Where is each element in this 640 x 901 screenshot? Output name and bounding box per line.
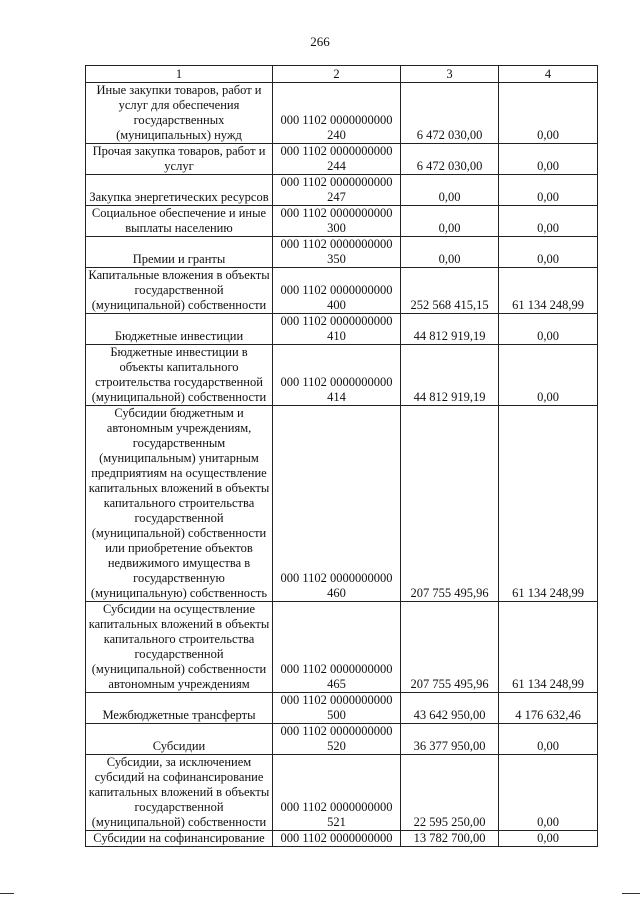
- row-value-col3: 44 812 919,19: [401, 314, 499, 345]
- row-value-col4: 0,00: [499, 755, 598, 831]
- column-header-3: 3: [401, 66, 499, 83]
- row-code: 000 1102 0000000000: [273, 831, 401, 847]
- row-name: Межбюджетные трансферты: [86, 693, 273, 724]
- row-code: 000 1102 0000000000 400: [273, 268, 401, 314]
- row-value-col3: 43 642 950,00: [401, 693, 499, 724]
- row-value-col4: 0,00: [499, 831, 598, 847]
- row-name: Иные закупки товаров, работ и услуг для обеспечения государственных (муниципальных) нужд: [86, 83, 273, 144]
- row-name: Бюджетные инвестиции в объекты капитального строительства государственной (муниципальной) собственности: [86, 345, 273, 406]
- table-row: [86, 237, 598, 268]
- row-name: Капитальные вложения в объекты государственной (муниципальной) собственности: [86, 268, 273, 314]
- column-header-1: 1: [86, 66, 273, 83]
- row-value-col4: 0,00: [499, 314, 598, 345]
- row-name: Закупка энергетических ресурсов: [86, 175, 273, 206]
- row-value-col4: 0,00: [499, 83, 598, 144]
- table-row: [86, 831, 598, 847]
- row-value-col4: 0,00: [499, 206, 598, 237]
- table-row: [86, 406, 598, 602]
- row-value-col3: 6 472 030,00: [401, 83, 499, 144]
- row-value-col4: 0,00: [499, 345, 598, 406]
- table-row: [86, 724, 598, 755]
- row-value-col3: 0,00: [401, 237, 499, 268]
- row-code: 000 1102 0000000000 350: [273, 237, 401, 268]
- row-value-col3: 0,00: [401, 175, 499, 206]
- column-header-4: 4: [499, 66, 598, 83]
- row-value-col3: 207 755 495,96: [401, 602, 499, 693]
- row-name: Субсидии, за исключением субсидий на софинансирование капитальных вложений в объекты государственной (муниципальной) собственности: [86, 755, 273, 831]
- row-code: 000 1102 0000000000 410: [273, 314, 401, 345]
- row-name: Субсидии на осуществление капитальных вложений в объекты капитального строительства государственной (муниципальной) собственности автономным учреждениям: [86, 602, 273, 693]
- row-value-col4: 61 134 248,99: [499, 602, 598, 693]
- table-row: [86, 175, 598, 206]
- table-header-row: [86, 66, 598, 83]
- row-name: Прочая закупка товаров, работ и услуг: [86, 144, 273, 175]
- row-code: 000 1102 0000000000 240: [273, 83, 401, 144]
- budget-table: [85, 65, 598, 847]
- row-code: 000 1102 0000000000 465: [273, 602, 401, 693]
- row-value-col3: 0,00: [401, 206, 499, 237]
- row-value-col4: 0,00: [499, 175, 598, 206]
- row-code: 000 1102 0000000000 244: [273, 144, 401, 175]
- row-value-col3: 252 568 415,15: [401, 268, 499, 314]
- row-code: 000 1102 0000000000 521: [273, 755, 401, 831]
- column-header-2: 2: [273, 66, 401, 83]
- row-value-col3: 44 812 919,19: [401, 345, 499, 406]
- row-value-col3: 36 377 950,00: [401, 724, 499, 755]
- row-code: 000 1102 0000000000 500: [273, 693, 401, 724]
- row-name: Премии и гранты: [86, 237, 273, 268]
- row-code: 000 1102 0000000000 247: [273, 175, 401, 206]
- row-code: 000 1102 0000000000 460: [273, 406, 401, 602]
- table-row: [86, 144, 598, 175]
- row-value-col4: 0,00: [499, 237, 598, 268]
- row-name: Субсидии на софинансирование: [86, 831, 273, 847]
- row-code: 000 1102 0000000000 414: [273, 345, 401, 406]
- row-value-col3: 207 755 495,96: [401, 406, 499, 602]
- scan-edge-mark-left: [0, 893, 14, 894]
- row-value-col4: 61 134 248,99: [499, 268, 598, 314]
- table-row: [86, 602, 598, 693]
- row-value-col4: 61 134 248,99: [499, 406, 598, 602]
- table-row: [86, 83, 598, 144]
- row-value-col3: 13 782 700,00: [401, 831, 499, 847]
- row-value-col4: 4 176 632,46: [499, 693, 598, 724]
- row-value-col3: 6 472 030,00: [401, 144, 499, 175]
- scan-edge-mark-right: [622, 893, 640, 894]
- table-row: [86, 755, 598, 831]
- table-row: [86, 268, 598, 314]
- row-name: Бюджетные инвестиции: [86, 314, 273, 345]
- row-name: Социальное обеспечение и иные выплаты населению: [86, 206, 273, 237]
- row-code: 000 1102 0000000000 300: [273, 206, 401, 237]
- row-code: 000 1102 0000000000 520: [273, 724, 401, 755]
- row-name: Субсидии бюджетным и автономным учреждениям, государственным (муниципальным) унитарным предприятиям на осуществление капитальных вложений в объекты капитального строительства государственной (муниципальной) собственности или приобретение объектов недвижимого имущества в государственную (муниципальную) собственность: [86, 406, 273, 602]
- table-row: [86, 693, 598, 724]
- table-row: [86, 314, 598, 345]
- row-name: Субсидии: [86, 724, 273, 755]
- table-row: [86, 345, 598, 406]
- table-row: [86, 206, 598, 237]
- row-value-col4: 0,00: [499, 724, 598, 755]
- page-number: 266: [310, 34, 330, 49]
- row-value-col3: 22 595 250,00: [401, 755, 499, 831]
- row-value-col4: 0,00: [499, 144, 598, 175]
